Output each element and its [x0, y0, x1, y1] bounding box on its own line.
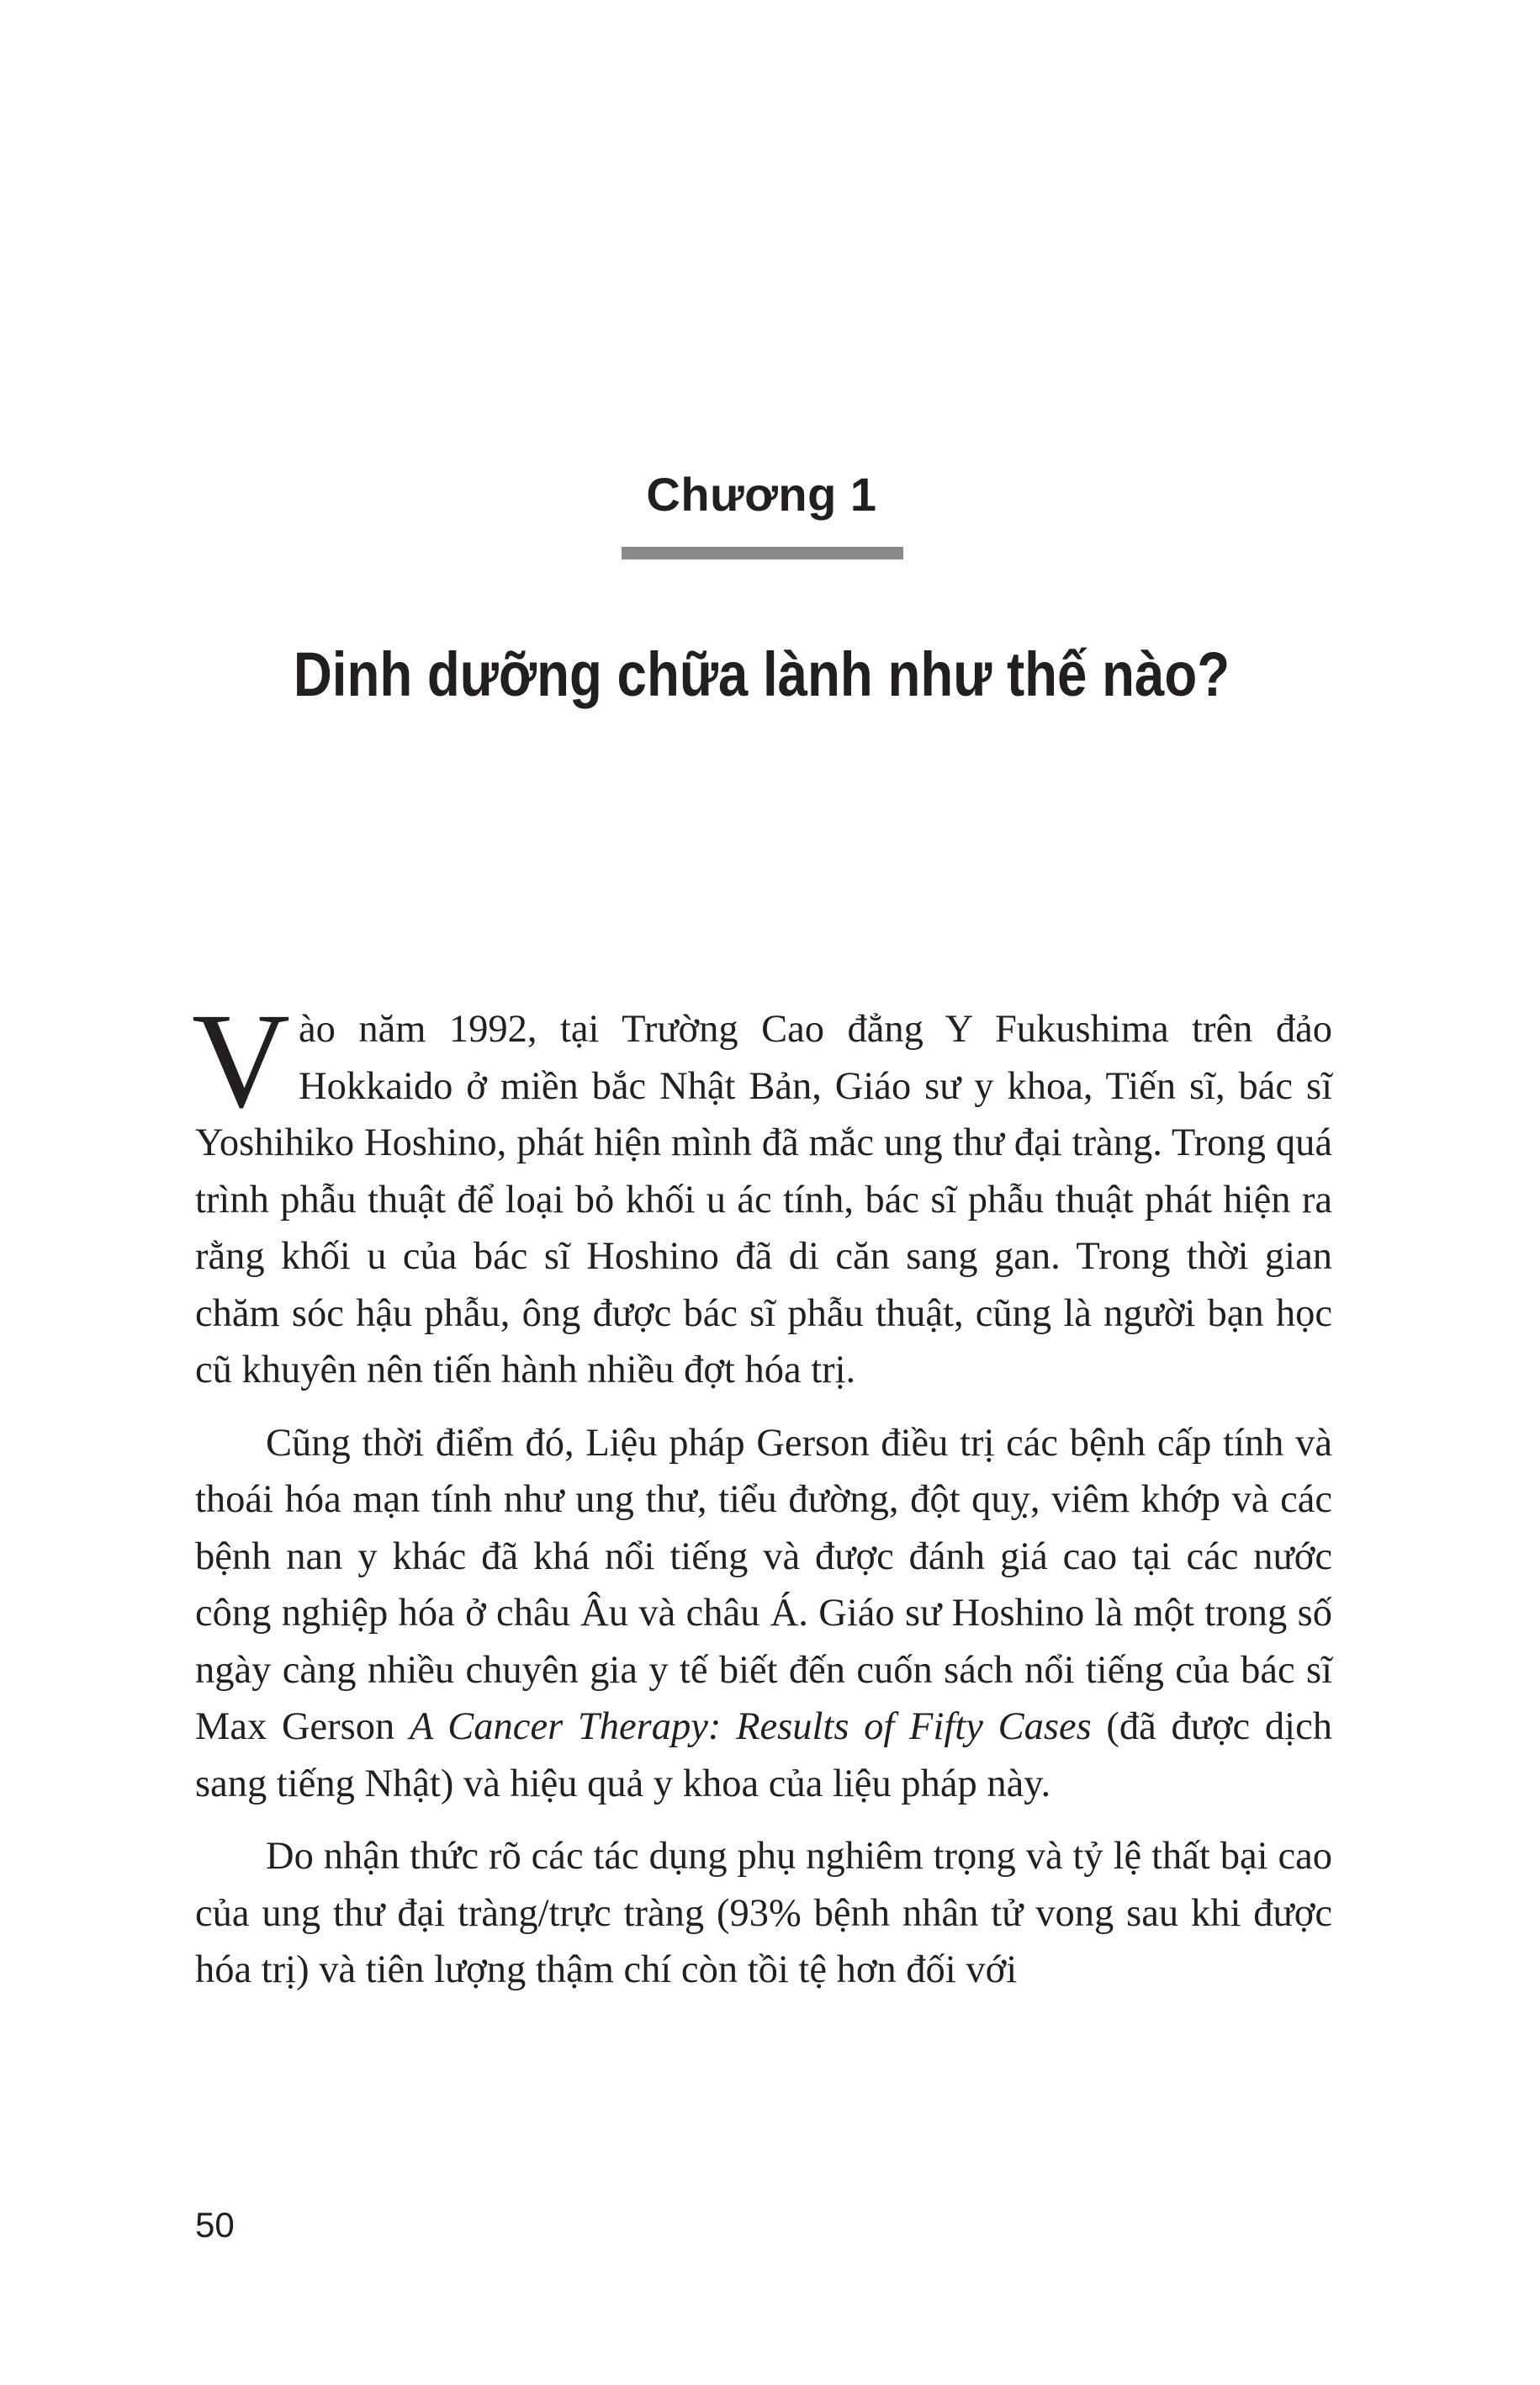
- paragraph-2-text-a: Cũng thời điểm đó, Liệu pháp Gerson điều trị các bệnh cấp tính và thoái hóa mạn tính như ung thư, tiểu đường, đột quỵ, viêm khớp và các bệnh nan y khác đã khá nổi tiếng và được đánh giá cao tại các nước công nghiệp hóa ở châu Âu và châu Á. Giáo sư Hoshino là một trong số ngày càng nhiều chuyên gia y tế biết đến cuốn sách nổi tiếng của bác sĩ Max Gerson: [195, 1421, 1332, 1748]
- chapter-label: Chương 1: [646, 468, 877, 521]
- chapter-title: Dinh dưỡng chữa lành như thế nào?: [293, 639, 1230, 709]
- paragraph-3-text: Do nhận thức rõ các tác dụng phụ nghiêm trọng và tỷ lệ thất bại cao của ung thư đại tràng/trực tràng (93% bệnh nhân tử vong sau khi được hóa trị) và tiên lượng thậm chí còn tồi tệ hơn đối với: [195, 1835, 1332, 1991]
- chapter-divider: [622, 547, 903, 559]
- paragraph-1-text: ào năm 1992, tại Trường Cao đẳng Y Fukushima trên đảo Hokkaido ở miền bắc Nhật Bản, Giáo sư y khoa, Tiến sĩ, bác sĩ Yoshihiko Hoshino, phát hiện mình đã mắc ung thư đại tràng. Trong quá trình phẫu thuật để loại bỏ khối u ác tính, bác sĩ phẫu thuật phát hiện ra rằng khối u của bác sĩ Hoshino đã di căn sang gan. Trong thời gian chăm sóc hậu phẫu, ông được bác sĩ phẫu thuật, cũng là người bạn học cũ khuyên nên tiến hành nhiều đợt hóa trị.: [195, 1008, 1332, 1391]
- drop-cap: V: [192, 986, 290, 1137]
- paragraph-1: [192, 986, 1332, 1399]
- page-number: 50: [195, 2205, 235, 2245]
- book-title: A Cancer Therapy: Results of Fifty Cases: [410, 1705, 1092, 1748]
- body-text: [192, 986, 1332, 1999]
- paragraph-2: [195, 1415, 1332, 1813]
- paragraph-2-text-b: (đã được dịch sang tiếng Nhật) và hiệu quả y khoa của liệu pháp này.: [195, 1705, 1332, 1805]
- paragraph-3: [195, 1828, 1332, 1999]
